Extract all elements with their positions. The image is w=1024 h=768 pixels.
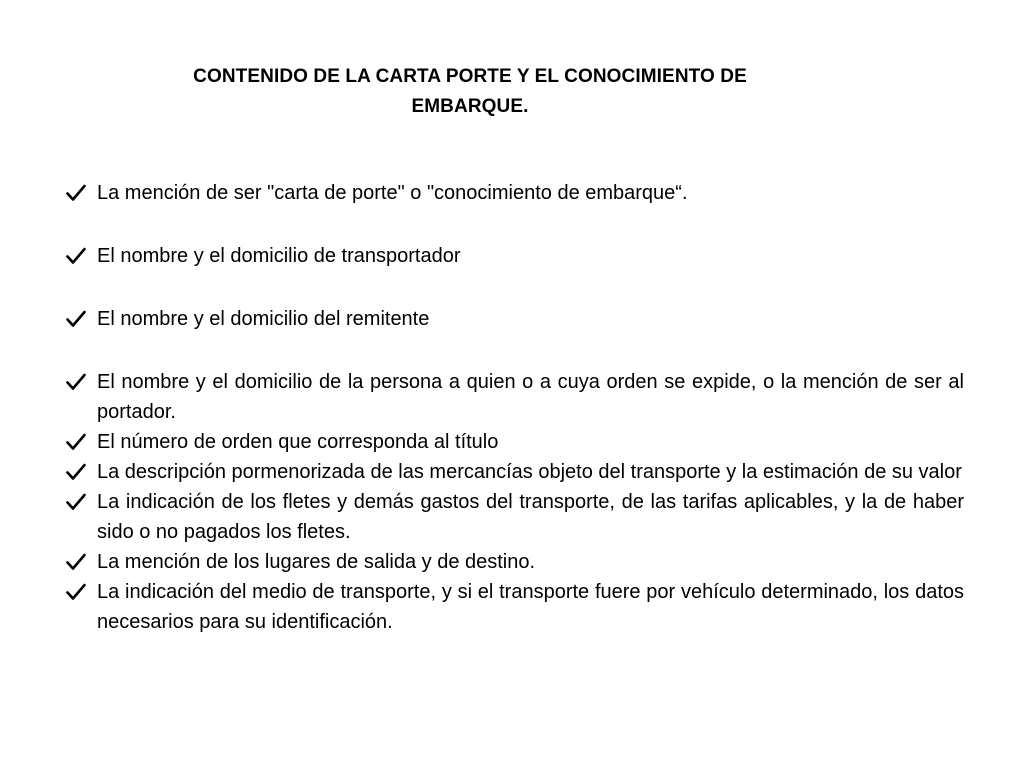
list-item-text: El número de orden que corresponda al título xyxy=(97,431,499,453)
list-item-text: La indicación de los fletes y demás gastos del transporte, de las tarifas aplicables, y la de haber sido o no pagados los fletes. xyxy=(97,491,964,543)
list-item xyxy=(66,457,964,487)
slide-title: CONTENIDO DE LA CARTA PORTE Y EL CONOCIMIENTO DE EMBARQUE. xyxy=(193,66,747,117)
checkmark-icon xyxy=(66,310,86,328)
list-item xyxy=(66,241,964,271)
checkmark-icon xyxy=(66,463,86,481)
list-item-text: La indicación del medio de transporte, y si el transporte fuere por vehículo determinado, los datos necesarios para su identificación. xyxy=(97,581,964,633)
checkmark-icon xyxy=(66,373,86,391)
list-item xyxy=(66,577,964,637)
checkmark-icon xyxy=(66,583,86,601)
list-item xyxy=(66,178,964,208)
list-item-text: La mención de los lugares de salida y de destino. xyxy=(97,551,536,573)
list-item xyxy=(66,367,964,427)
list-item-text: El nombre y el domicilio del remitente xyxy=(97,308,430,330)
list-item-text: El nombre y el domicilio de transportador xyxy=(97,245,461,267)
checkmark-icon xyxy=(66,247,86,265)
list-item-text: La mención de ser "carta de porte" o "conocimiento de embarque“. xyxy=(97,182,688,204)
list-item xyxy=(66,487,964,547)
list-item xyxy=(66,427,964,457)
list-item xyxy=(66,304,964,334)
checkmark-icon xyxy=(66,493,86,511)
list-item-text: La descripción pormenorizada de las mercancías objeto del transporte y la estimación de su valor xyxy=(97,461,962,483)
list-item xyxy=(66,547,964,577)
list-item-text: El nombre y el domicilio de la persona a quien o a cuya orden se expide, o la mención de ser al portador. xyxy=(97,371,964,423)
bullet-list xyxy=(66,178,964,637)
checkmark-icon xyxy=(66,553,86,571)
checkmark-icon xyxy=(66,184,86,202)
checkmark-icon xyxy=(66,433,86,451)
